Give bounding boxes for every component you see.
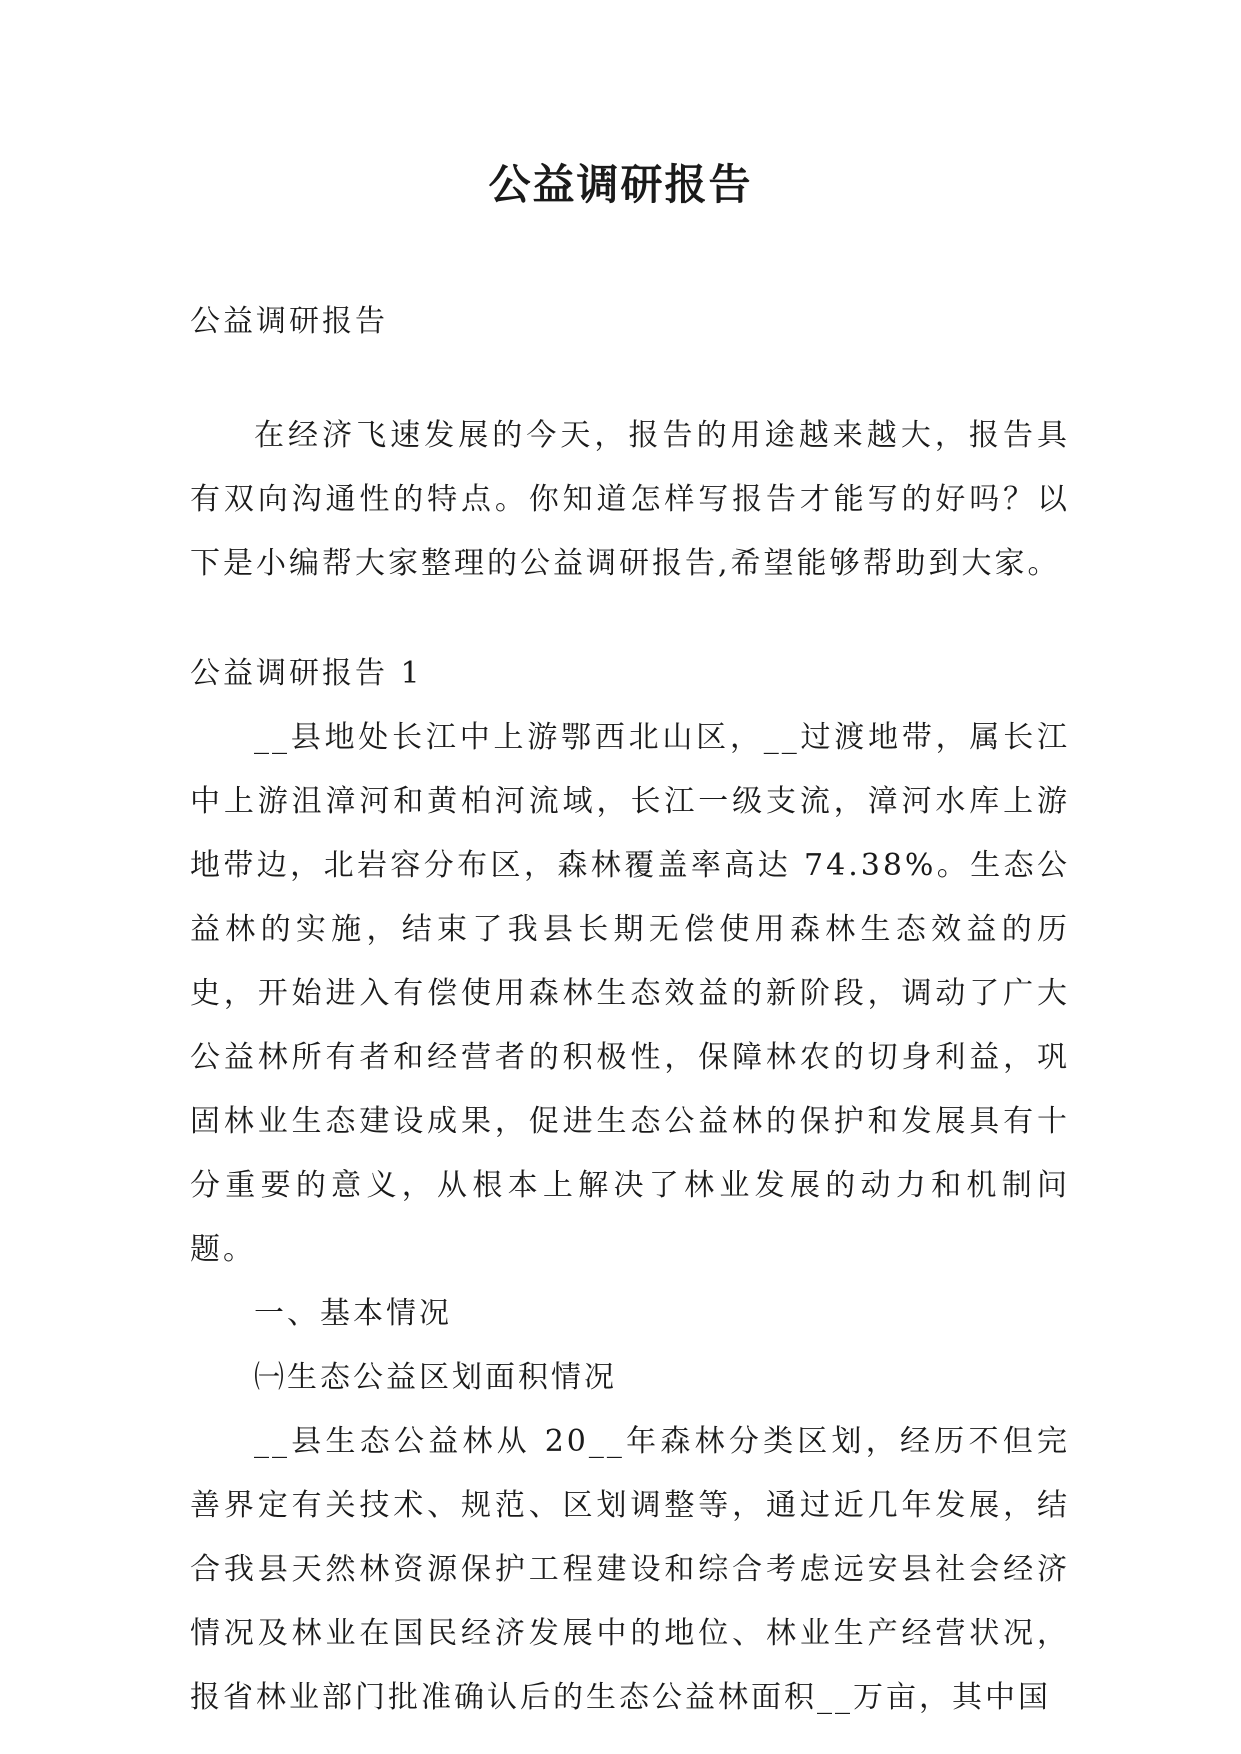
body-paragraph-1: __县地处长江中上游鄂西北山区，__过渡地带，属长江中上游沮漳河和黄柏河流域，长江一级支流，漳河水库上游地带边，北岩容分布区，森林覆盖率高达 74.38%。生态公益林的实施，结束了我县长期无偿使用森林生态效益的历史，开始进入有偿使用森林生态效益的新阶段，调动了广大公益林所有者和经营者的积极性，保障林农的切身利益，巩固林业生态建设成果，促进生态公益林的保护和发展具有十分重要的意义，从根本上解决了林业发展的动力和机制问题。 <box>190 720 1070 1267</box>
body-paragraph-2: __县生态公益林从 20__年森林分类区划，经历不但完善界定有关技术、规范、区划调整等，通过近几年发展，结合我县天然林资源保护工程建设和综合考虑远安县社会经济情况及林业在国民经济发展中的地位、林业生产经营状况，报省林业部门批准确认后的生态公益林面积__万亩，其中国 <box>190 1424 1070 1715</box>
section-heading: 公益调研报告 1 <box>190 656 423 691</box>
document-body <box>190 290 1070 1730</box>
intro-paragraph: 在经济飞速发展的今天，报告的用途越来越大，报告具有双向沟通性的特点。你知道怎样写报告才能写的好吗？以下是小编帮大家整理的公益调研报告,希望能够帮助到大家。 <box>190 418 1070 581</box>
subheading-area: ㈠生态公益区划面积情况 <box>254 1360 617 1395</box>
document-title: 公益调研报告 <box>488 160 753 209</box>
heading-basic-situation: 一、基本情况 <box>254 1296 452 1331</box>
document-subtitle: 公益调研报告 <box>190 304 388 339</box>
